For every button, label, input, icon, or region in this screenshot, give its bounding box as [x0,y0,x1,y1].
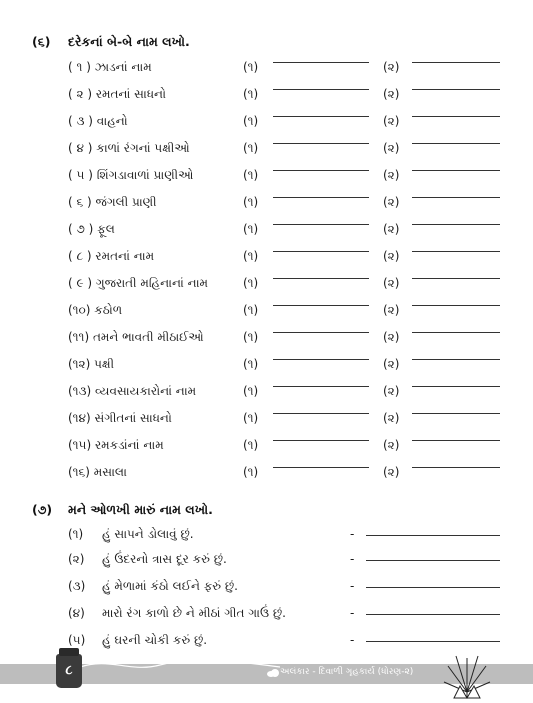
answer-mark-2: (૨) [383,168,400,182]
item-label: (૧૨) પક્ષી [68,357,115,371]
question-text: હું સાપને ડોલાવું છું. [102,527,194,541]
answer-dash: - [350,606,355,620]
item-label: ( ૫ ) શિંગડાવાળાં પ્રાણીઓ [68,168,194,182]
section7-number: (૭) [32,502,53,517]
answer-mark-1: (૧) [243,303,259,317]
answer-mark-1: (૧) [243,60,259,74]
answer-line-1[interactable] [273,332,369,333]
list-item [0,438,533,462]
section7-title: મને ઓળખી મારું નામ લખો. [68,502,213,517]
answer-line-1[interactable] [273,116,369,117]
answer-mark-1: (૧) [243,438,259,452]
answer-line-1[interactable] [273,386,369,387]
list-item [0,249,533,273]
answer-line-2[interactable] [412,440,500,441]
section7-heading [32,502,213,518]
list-item [0,384,533,408]
item-label: (૧૦) કઠોળ [68,303,123,317]
wire-decoration [80,655,280,675]
answer-dash: - [350,552,355,566]
answer-mark-2: (૨) [383,330,400,344]
answer-line-2[interactable] [412,143,500,144]
answer-line-2[interactable] [412,413,500,414]
answer-mark-1: (૧) [243,114,259,128]
answer-line[interactable] [366,614,500,615]
list-item [0,141,533,165]
cloud-icon [266,668,280,678]
question-text: મારો રંગ કાળો છે ને મીઠાં ગીત ગાઉં છું. [102,606,286,620]
answer-line-2[interactable] [412,116,500,117]
item-label: (૧૫) રમકડાંનાં નામ [68,438,164,452]
answer-line-2[interactable] [412,305,500,306]
answer-line-1[interactable] [273,278,369,279]
item-label: (૧૩) વ્યવસાયકારોનાં નામ [68,384,197,398]
answer-line[interactable] [366,535,500,536]
answer-mark-2: (૨) [383,411,400,425]
answer-line-1[interactable] [273,467,369,468]
answer-line-1[interactable] [273,89,369,90]
section6-title: દરેકનાં બે-બે નામ લખો. [68,34,190,49]
battery-icon [56,654,82,688]
question-text: હું ઉંદરનો ત્રાસ દૂર કરું છું. [102,552,227,566]
battery-cap [59,648,79,656]
question-number: (૪) [68,606,85,620]
answer-mark-2: (૨) [383,465,400,479]
answer-mark-1: (૧) [243,384,259,398]
item-label: ( ૯ ) ગુજરાતી મહિનાનાં નામ [68,276,209,290]
answer-line-1[interactable] [273,251,369,252]
answer-line-1[interactable] [273,440,369,441]
answer-mark-2: (૨) [383,60,400,74]
answer-line[interactable] [366,560,500,561]
item-label: ( ૬ ) જંગલી પ્રાણી [68,195,157,209]
answer-line-1[interactable] [273,359,369,360]
answer-line-2[interactable] [412,89,500,90]
list-item [0,579,533,603]
answer-line-1[interactable] [273,62,369,63]
list-item [0,60,533,84]
item-label: ( ૨ ) રમતનાં સાધનો [68,87,166,101]
answer-mark-2: (૨) [383,222,400,236]
answer-mark-2: (૨) [383,438,400,452]
answer-mark-2: (૨) [383,357,400,371]
item-label: (૧૧) તમને ભાવતી મીઠાઈઓ [68,330,204,344]
answer-mark-2: (૨) [383,114,400,128]
question-number: (૩) [68,579,86,593]
fireworks-icon [442,652,492,700]
answer-line[interactable] [366,587,500,588]
answer-mark-1: (૧) [243,330,259,344]
item-label: (૧૬) મસાલા [68,465,127,479]
answer-line-1[interactable] [273,413,369,414]
question-text: હું ઘરની ચોકી કરું છું. [102,633,208,647]
answer-line-2[interactable] [412,359,500,360]
list-item [0,606,533,630]
section6-number: (૬) [32,34,51,49]
answer-mark-1: (૧) [243,249,259,263]
list-item [0,303,533,327]
item-label: ( ૭ ) ફૂલ [68,222,115,236]
answer-line[interactable] [366,641,500,642]
answer-mark-2: (૨) [383,303,400,317]
list-item [0,527,533,551]
list-item [0,168,533,192]
item-label: ( ૪ ) કાળાં રંગનાં પક્ષીઓ [68,141,190,155]
list-item [0,330,533,354]
answer-line-1[interactable] [273,143,369,144]
answer-dash: - [350,527,355,541]
answer-line-2[interactable] [412,386,500,387]
answer-line-2[interactable] [412,278,500,279]
answer-line-2[interactable] [412,251,500,252]
question-number: (૫) [68,633,86,647]
list-item [0,222,533,246]
answer-line-2[interactable] [412,170,500,171]
question-number: (૧) [68,527,84,541]
list-item [0,87,533,111]
list-item [0,276,533,300]
answer-line-2[interactable] [412,62,500,63]
answer-mark-1: (૧) [243,195,259,209]
answer-mark-1: (૧) [243,222,259,236]
answer-mark-1: (૧) [243,357,259,371]
list-item [0,114,533,138]
answer-mark-1: (૧) [243,168,259,182]
question-text: હું મેળામાં કંઠો લઈને ફરું છું. [102,579,238,593]
answer-mark-1: (૧) [243,465,259,479]
item-label: (૧૪) સંગીતનાં સાધનો [68,411,172,425]
answer-mark-1: (૧) [243,141,259,155]
list-item [0,465,533,489]
page-number: ૮ [65,663,73,678]
answer-dash: - [350,633,355,647]
footer-title: અલંકાર - દિવાળી ગૃહકાર્ય (ધોરણ-૨) [280,667,414,677]
item-label: ( ૮ ) રમતનાં નામ [68,249,155,263]
list-item [0,195,533,219]
list-item [0,552,533,576]
answer-mark-2: (૨) [383,195,400,209]
answer-dash: - [350,579,355,593]
list-item [0,357,533,381]
answer-line-1[interactable] [273,305,369,306]
answer-mark-2: (૨) [383,141,400,155]
answer-line-2[interactable] [412,197,500,198]
answer-mark-1: (૧) [243,276,259,290]
question-number: (૨) [68,552,85,566]
answer-line-2[interactable] [412,467,500,468]
answer-mark-1: (૧) [243,87,259,101]
answer-line-2[interactable] [412,332,500,333]
answer-mark-2: (૨) [383,384,400,398]
list-item [0,411,533,435]
item-label: ( ૩ ) વાહનો [68,114,128,128]
answer-mark-1: (૧) [243,411,259,425]
answer-line-1[interactable] [273,170,369,171]
item-label: ( ૧ ) ઝાડનાં નામ [68,60,152,74]
answer-mark-2: (૨) [383,276,400,290]
section6-heading [32,34,190,50]
answer-line-2[interactable] [412,224,500,225]
answer-mark-2: (૨) [383,249,400,263]
answer-mark-2: (૨) [383,87,400,101]
answer-line-1[interactable] [273,224,369,225]
answer-line-1[interactable] [273,197,369,198]
